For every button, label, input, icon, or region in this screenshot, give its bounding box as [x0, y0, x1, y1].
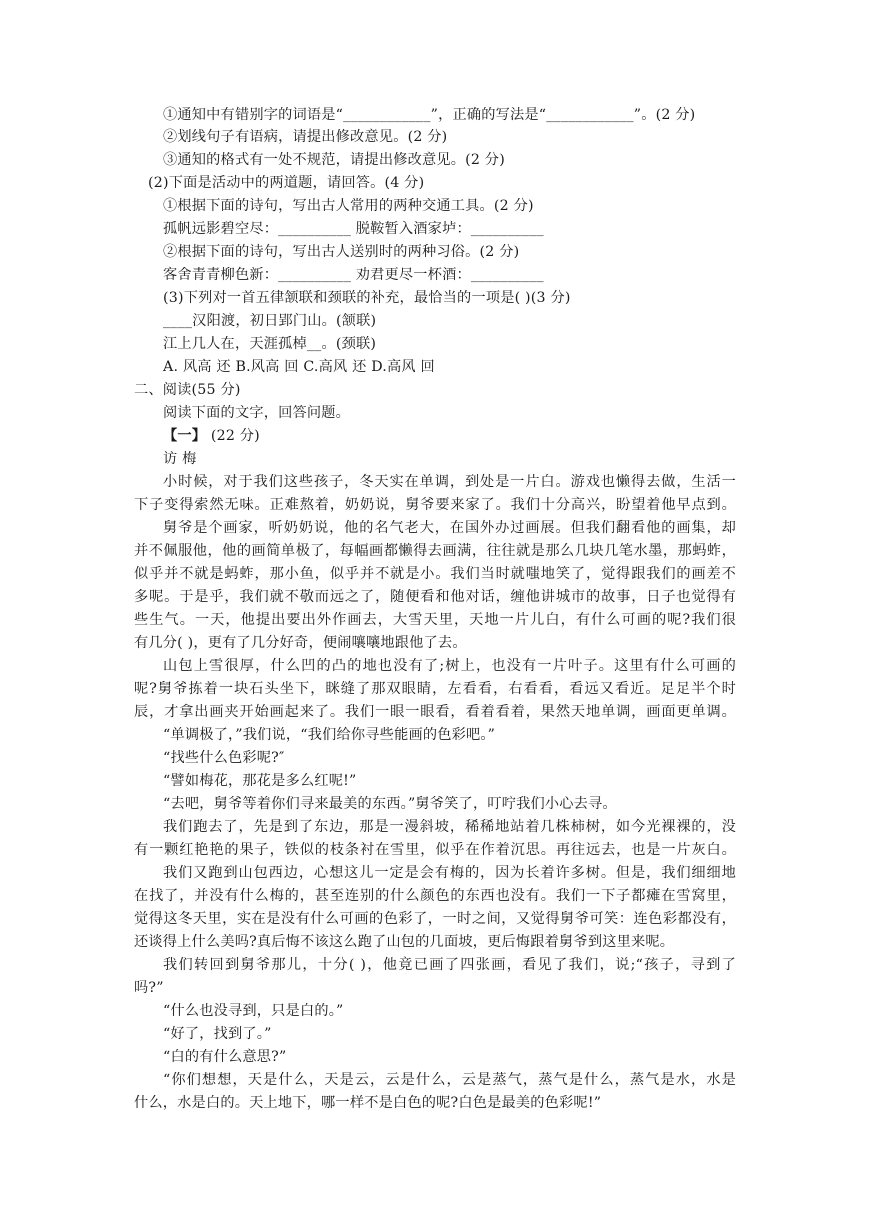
article-line: 还谈得上什么美吗?真后悔不该这么跑了山包的几面坡，更后悔跟着舅爷到这里来呢。	[134, 934, 675, 950]
poem-line-1: ____汉阳渡，初日郢门山。(颔联)	[163, 313, 377, 329]
article-line: 有几分( )，更有了几分好奇，便闹嚷嚷地跟他了去。	[134, 635, 467, 651]
article-title: 访 梅	[163, 451, 197, 467]
article-line: 呢?舅爷拣着一块石头坐下，眯缝了那双眼睛，左看看，右看看，看远又看近。足足半个时	[134, 681, 736, 697]
article-line: 山包上雪很厚，什么凹的凸的地也没有了;树上，也没有一片叶子。这里有什么可画的	[163, 658, 736, 674]
question-format: ③通知的格式有一处不规范，请提出修改意见。(2 分)	[163, 152, 505, 168]
article-line: 似乎并不就是蚂蚱，那小鱼，似乎并不就是小。我们当时就嗤地笑了，觉得跟我们的画差不	[134, 566, 736, 582]
article-line: “单调极了，”我们说，“我们给你寻些能画的色彩吧。”	[163, 727, 496, 743]
article-line: 下子变得索然无味。正难熬着，奶奶说，舅爷要来家了。我们十分高兴，盼望着他早点到。	[134, 497, 736, 513]
article-line: 我们转回到舅爷那儿，十分( )，他竟已画了四张画，看见了我们，说;“孩子，寻到了	[163, 957, 736, 973]
article-line: “找些什么色彩呢?″	[163, 750, 285, 766]
article-line: “去吧，舅爷等着你们寻来最美的东西。”舅爷笑了，叮咛我们小心去寻。	[163, 796, 617, 812]
article-line: 小时候，对于我们这些孩子，冬天实在单调，到处是一片白。游戏也懒得去做，生活一	[163, 474, 736, 490]
part-label-line	[163, 425, 260, 447]
article-line: 我们跑去了，先是到了东边，那是一漫斜坡，稀稀地站着几株柿树，如今光裸裸的，没	[163, 819, 736, 835]
article-line: “白的有什么意思?”	[163, 1049, 287, 1065]
section-heading: 二、阅读(55 分)	[134, 382, 241, 398]
question-farewell: ②根据下面的诗句，写出古人送别时的两种习俗。(2 分)	[163, 244, 520, 260]
article-line: 吗?”	[134, 980, 164, 996]
answer-options: A. 风高 还 B.风高 回 C.高风 还 D.高风 回	[163, 359, 435, 375]
article-line: 我们又跑到山包西边，心想这儿一定是会有梅的，因为长着许多树。但是，我们细细地	[163, 865, 736, 881]
question-grammar: ②划线句子有语病，请提出修改意见。(2 分)	[163, 129, 448, 145]
article-line: 舅爷是个画家，听奶奶说，他的名气老大，在国外办过画展。但我们翻看他的画集，却	[163, 520, 736, 536]
part3-intro: (3)下列对一首五律颔联和颈联的补充，最恰当的一项是( )(3 分)	[163, 290, 571, 306]
article-line: 什么，水是白的。天上地下，哪一样不是白色的呢?白色是最美的色彩呢!”	[134, 1095, 602, 1111]
question-typo: ①通知中有错别字的词语是“____________”，正确的写法是“____________”。(2 分)	[163, 107, 696, 123]
poem-farewell: 客舍青青柳色新：__________ 劝君更尽一杯酒：__________	[163, 267, 544, 283]
article-line: 辰，才拿出画夹开始画起来了。我们一眼一眼看，看着看着，果然天地单调，画面更单调。	[134, 704, 736, 720]
poem-line-2: 江上几人在，天涯孤棹__。(颈联)	[163, 336, 377, 352]
article-line: 在找了，并没有什么梅的，甚至连别的什么颜色的东西也没有。我们一下子都瘫在雪窝里，	[134, 888, 736, 904]
poem-transport: 孤帆远影碧空尽：__________ 脱鞍暂入酒家垆：__________	[163, 221, 544, 237]
part-label: 【一】	[163, 428, 207, 444]
question-transport: ①根据下面的诗句，写出古人常用的两种交通工具。(2 分)	[163, 198, 534, 214]
article-line: “好了，找到了。”	[163, 1026, 272, 1042]
article-line: 多呢。于是乎，我们就不敬而远之了，随便看和他对话，缠他讲城市的故事，日子也觉得有	[134, 589, 736, 605]
article-line: “譬如梅花，那花是多么红呢!”	[163, 773, 357, 789]
article-line: “什么也没寻到，只是白的。”	[163, 1003, 344, 1019]
reading-instruction: 阅读下面的文字，回答问题。	[163, 405, 351, 421]
article-line: 觉得这冬天里，实在是没有什么可画的色彩了，一时之间，又觉得舅爷可笑：连色彩都没有，	[134, 911, 736, 927]
part2-intro: (2)下面是活动中的两道题，请回答。(4 分)	[148, 175, 425, 191]
article-line: 有一颗红艳艳的果子，铁似的枝条衬在雪里，似乎在作着沉思。再往远去，也是一片灰白。	[134, 842, 736, 858]
article-line: “你们想想，天是什么，天是云，云是什么，云是蒸气，蒸气是什么，蒸气是水，水是	[163, 1072, 736, 1088]
article-line: 并不佩服他，他的画简单极了，每幅画都懒得去画满，往往就是那么几块几笔水墨，那蚂蚱，	[134, 543, 736, 559]
article-line: 些生气。一天，他提出要出外作画去，大雪天里，天地一片儿白，有什么可画的呢?我们很	[134, 612, 736, 628]
part-score: (22 分)	[210, 428, 260, 444]
